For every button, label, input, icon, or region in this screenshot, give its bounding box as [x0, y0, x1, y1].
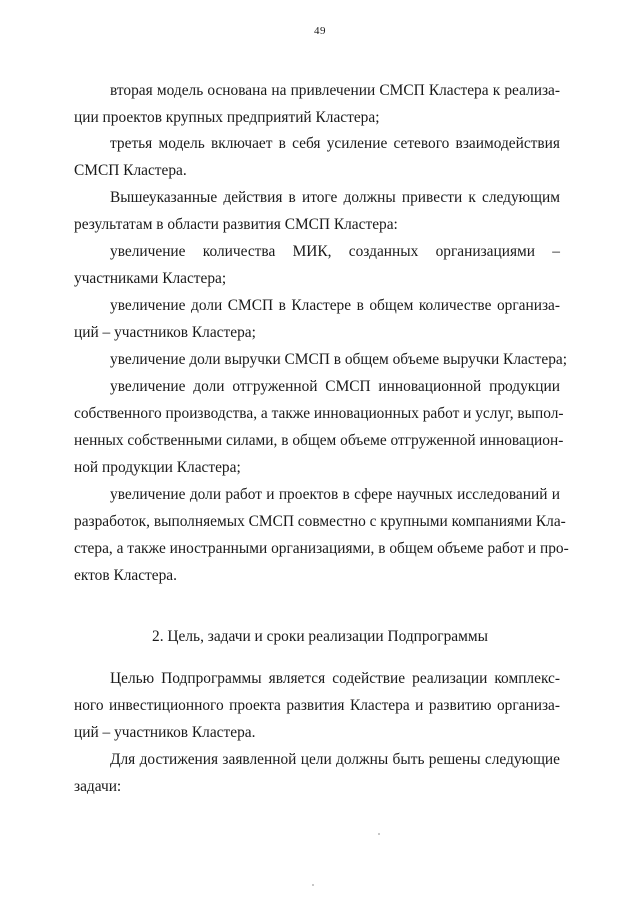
- text-line: стера, а также иностранными организациями, в общем объеме работ и про-: [74, 540, 569, 557]
- text-line: вторая модель основана на привлечении СМСП Кластера к реализа-: [110, 82, 560, 99]
- page-number: 49: [314, 25, 326, 37]
- text-line: Целью Подпрограммы является содействие реализации комплекс-: [110, 670, 560, 687]
- text-line: ций – участников Кластера;: [74, 324, 256, 341]
- text-line: результатам в области развития СМСП Кластера:: [74, 216, 398, 233]
- text-line: участниками Кластера;: [74, 270, 227, 287]
- text-line: Вышеуказанные действия в итоге должны привести к следующим: [110, 189, 560, 206]
- text-line: разработок, выполняемых СМСП совместно с крупными компаниями Кла-: [74, 513, 566, 530]
- text-line: увеличение доли отгруженной СМСП инновационной продукции: [110, 378, 560, 395]
- text-line: увеличение количества МИК, созданных организациями –: [110, 243, 560, 260]
- text-line: ектов Кластера.: [74, 567, 177, 584]
- scan-speck: [312, 884, 314, 886]
- text-line: ций – участников Кластера.: [74, 724, 256, 741]
- text-line: ной продукции Кластера;: [74, 459, 241, 476]
- section-heading: 2. Цель, задачи и сроки реализации Подпрограммы: [152, 628, 488, 645]
- text-line: увеличение доли СМСП в Кластере в общем количестве организа-: [110, 297, 560, 314]
- text-line: ного инвестиционного проекта развития Кластера и развитию организа-: [74, 697, 560, 714]
- text-line: задачи:: [74, 778, 122, 795]
- text-line: собственного производства, а также инновационных работ и услуг, выпол-: [74, 405, 564, 422]
- text-line: увеличение доли выручки СМСП в общем объеме выручки Кластера;: [110, 351, 568, 368]
- text-line: Для достижения заявленной цели должны быть решены следующие: [110, 751, 560, 768]
- text-line: СМСП Кластера.: [74, 162, 187, 179]
- text-line: третья модель включает в себя усиление сетевого взаимодействия: [110, 135, 560, 152]
- scan-speck: [378, 833, 380, 835]
- text-line: увеличение доли работ и проектов в сфере научных исследований и: [110, 486, 560, 503]
- text-line: ненных собственными силами, в общем объеме отгруженной инновацион-: [74, 432, 564, 449]
- text-line: ции проектов крупных предприятий Кластера;: [74, 109, 380, 126]
